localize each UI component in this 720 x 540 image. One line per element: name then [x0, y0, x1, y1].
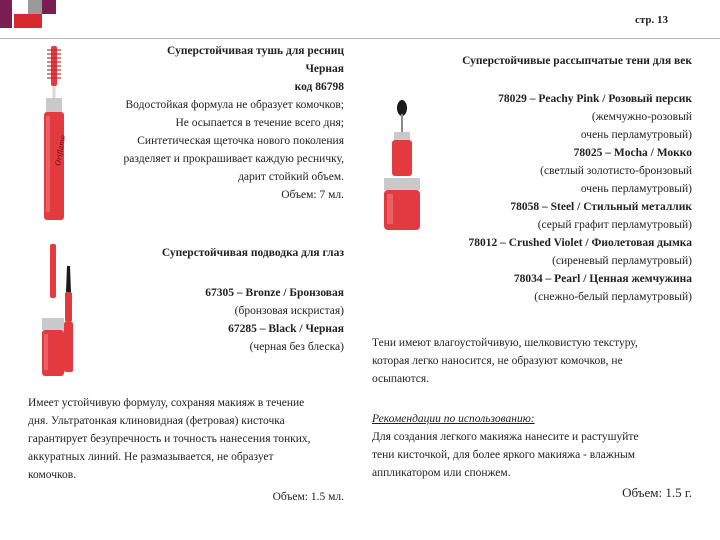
- mascara-title: Суперстойчивая тушь для ресниц: [167, 45, 344, 57]
- mascara-desc-line: Водостойкая формула не образует комочков;: [125, 99, 344, 111]
- mascara-desc-line: Синтетическая щеточка нового поколения: [137, 135, 344, 147]
- eyeshadow-shade-name: 78025 – Mocha / Мокко: [573, 147, 692, 159]
- eyeshadow-rec-line: аппликатором или спонжем.: [372, 467, 511, 479]
- eyeliner-desc-line: дня. Ультратонкая клиновидная (фетровая) кисточка: [28, 415, 285, 427]
- eyeliner-shade-desc: (бронзовая искристая): [234, 305, 344, 317]
- header-rule: [0, 38, 720, 39]
- deco-square-purple: [42, 0, 56, 14]
- mascara-code: код 86798: [294, 81, 344, 93]
- eyeshadow-shade-desc: (светлый золотисто-бронзовый: [540, 165, 692, 177]
- deco-square-red: [14, 14, 28, 28]
- eyeliner-volume: Объем: 1.5 мл.: [272, 491, 344, 503]
- mascara-product-image: [34, 46, 74, 226]
- eyeliner-shade-name: 67285 – Black / Черная: [228, 323, 344, 335]
- deco-square-dark: [0, 0, 12, 28]
- eyeshadow-rec-line: Для создания легкого макияжа нанесите и растушуйте: [372, 431, 639, 443]
- eyeliner-desc-line: аккуратных линий. Не размазывается, не образует: [28, 451, 274, 463]
- eyeliner-shade-name: 67305 – Bronze / Бронзовая: [205, 287, 344, 299]
- eyeshadow-rec-title: Рекомендации по использованию:: [372, 413, 535, 425]
- page-number: стр. 13: [634, 14, 668, 26]
- mascara-desc-line: дарит стойкий объем.: [238, 171, 344, 183]
- eyeshadow-volume: Объем: 1.5 г.: [622, 485, 692, 500]
- eyeliner-desc-line: комочков.: [28, 469, 77, 481]
- eyeshadow-shade-desc: (сиреневый перламутровый): [552, 255, 692, 267]
- svg-text:Oriflame: Oriflame: [54, 134, 68, 167]
- eyeshadow-shade-name: 78012 – Crushed Violet / Фиолетовая дымка: [468, 237, 692, 249]
- mascara-volume: Объем: 7 мл.: [281, 189, 344, 201]
- eyeshadow-desc-line: которая легко наносится, не образуют комочков, не: [372, 355, 623, 367]
- eyeliner-title: Суперстойчивая подводка для глаз: [161, 247, 344, 259]
- eyeliner-product-image: [34, 244, 78, 378]
- eyeshadow-shade-desc: (серый графит перламутровый): [537, 219, 692, 231]
- eyeshadow-title: Суперстойчивые рассыпчатые тени для век: [462, 55, 692, 67]
- eyeshadow-rec-line: тени кисточкой, для более яркого макияжа - влажным: [372, 449, 635, 461]
- deco-square-gray: [28, 0, 42, 14]
- eyeshadow-desc-line: Тени имеют влагоустойчивую, шелковистую текстуру,: [372, 337, 638, 349]
- mascara-desc-line: Не осыпается в течение всего дня;: [175, 117, 344, 129]
- eyeshadow-shade-desc: (снежно-белый перламутровый): [534, 291, 692, 303]
- eyeliner-desc-line: Имеет устойчивую формулу, сохраняя макияж в течение: [28, 397, 305, 409]
- eyeliner-shade-desc: (черная без блеска): [249, 341, 344, 353]
- eyeshadow-desc-line: осыпаются.: [372, 373, 430, 385]
- eyeshadow-shade-desc: (жемчужно-розовый: [591, 111, 692, 123]
- eyeliner-desc-line: гарантирует безупречность и точность нанесения тонких,: [28, 433, 311, 445]
- mascara-shade: Черная: [305, 63, 344, 75]
- eyeshadow-product-image: [376, 98, 428, 232]
- eyeshadow-shade-name: 78034 – Pearl / Ценная жемчужина: [513, 273, 692, 285]
- eyeshadow-shade-name: 78058 – Steel / Стильный металлик: [510, 201, 692, 213]
- eyeshadow-shade-name: 78029 – Peachy Pink / Розовый персик: [498, 93, 692, 105]
- deco-square-red-2: [28, 14, 42, 28]
- eyeshadow-shade-desc: очень перламутровый): [580, 183, 692, 195]
- mascara-desc-line: разделяет и прокрашивает каждую ресничку,: [123, 153, 344, 165]
- eyeshadow-shade-desc: очень перламутровый): [580, 129, 692, 141]
